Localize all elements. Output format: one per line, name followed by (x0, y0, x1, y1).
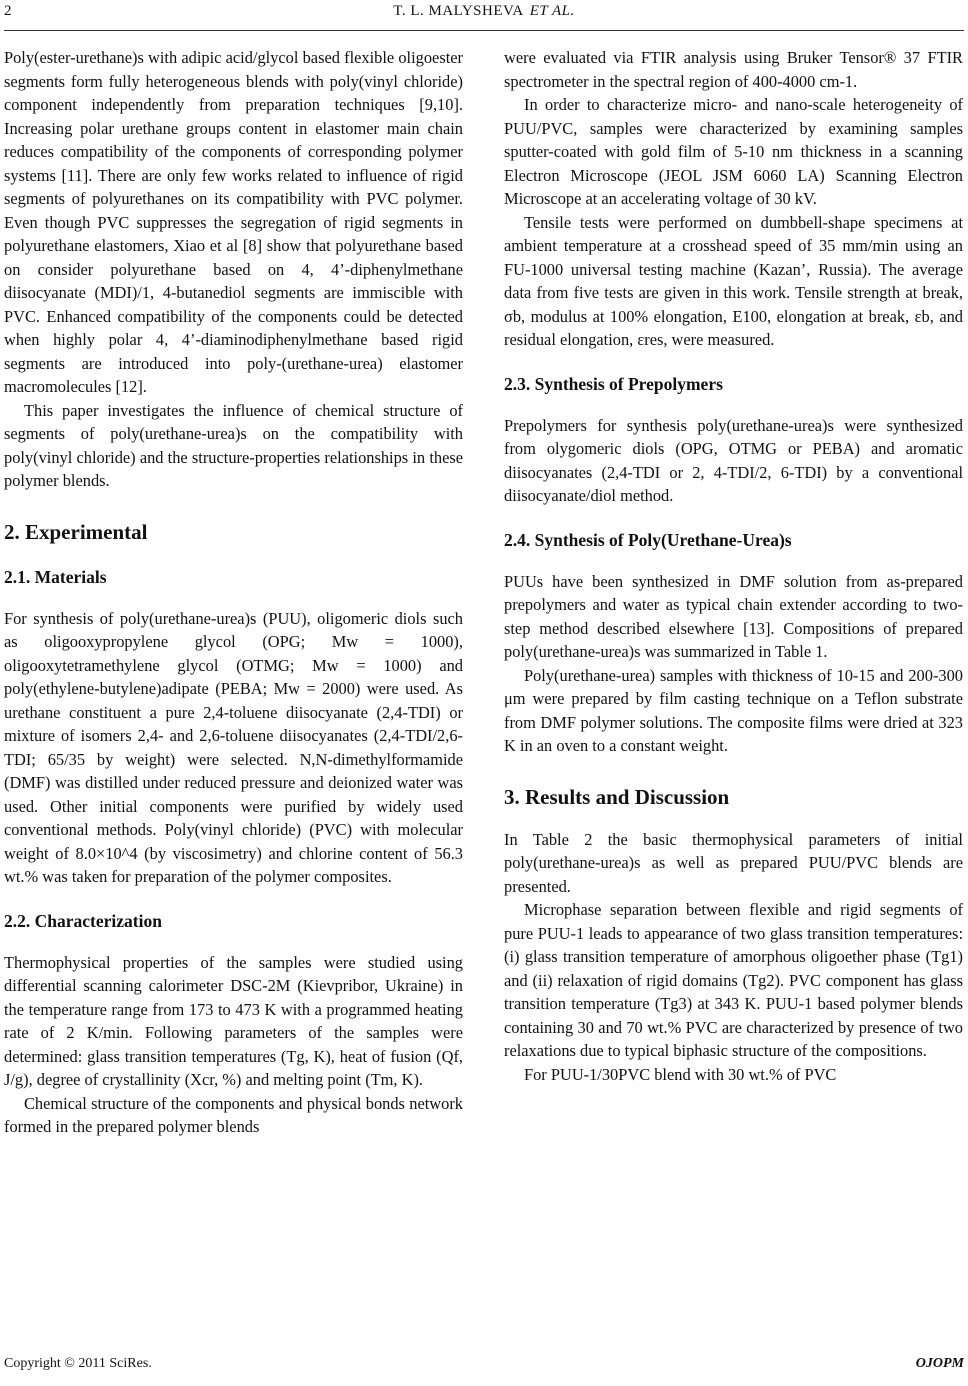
sem-paragraph: In order to characterize micro- and nano-scale heterogeneity of PUU/PVC, samples were characterized by examining samples sputter-coated with gold film of 5-10 nm thickness in a scanning Electron Microscope (JEOL JSM 6060 LA) Scanning Electron Microscope at an accelerating voltage of 30 kV. (504, 95, 963, 208)
characterization-paragraph-1: Thermophysical properties of the samples were studied using differential scanning calorimeter DSC-2M (Kievpribor, Ukraine) in the temperature range from 173 to 473 K with a programmed heating rate of 2 K/min. Following parameters of the samples were determined: glass transition temperatures (Tg, K), heat of fusion (Qf, J/g), degree of crystallinity (Xcr, %) and melting point (Tm, K). (4, 952, 463, 1089)
copyright-notice: Copyright © 2011 SciRes. (4, 1356, 152, 1371)
section-2-4-heading: 2.4. Synthesis of Poly(Urethane-Urea)s (504, 529, 792, 550)
intro-paragraph-1: Poly(ester-urethane)s with adipic acid/glycol based flexible oligoester segments form fully heterogeneous blends with poly(vinyl chloride) component independently from preparation techniques [9,10]. Increasing polar urethane groups content in elastomer main chain reduces compatibility of the components of corresponding polymer systems [11]. There are only few works related to influence of rigid segments of polyurethanes on its compatibility with PVC polymer. Even though PVC suppresses the segregation of rigid segments in polyurethane elastomers, Xiao et al [8] show that polyurethane based on consider polyurethane based on 4, 4’-diphenylmethane diisocyanate (MDI)/1, 4-butanediol segments are immiscible with PVC. Enhanced compatibility of the components could be detected when highly polar 4, 4’-diaminodiphenylmethane based rigid segments are introduced into poly-(urethane-urea) elastomer macromolecules [12]. (4, 48, 463, 396)
page-number: 2 (4, 3, 12, 19)
journal-abbreviation: OJOPM (915, 1356, 964, 1371)
section-2-2-heading: 2.2. Characterization (4, 910, 162, 931)
tensile-paragraph: Tensile tests were performed on dumbbell-shape specimens at ambient temperature at a crosshead speed of 35 mm/min using an FU-1000 universal testing machine (Kazan’, Russia). The average data from five tests are given in this work. Tensile strength at break, σb, modulus at 100% elongation, E100, elongation at break, εb, and residual elongation, εres, were measured. (504, 212, 963, 349)
left-column (4, 46, 463, 1139)
running-head-authors (0, 3, 968, 20)
header-rule (4, 30, 964, 31)
results-paragraph-3: For PUU-1/30PVC blend with 30 wt.% of PVC (524, 1064, 837, 1084)
authors: T. L. MALYSHEVA (393, 3, 524, 19)
et-al: ET AL. (529, 3, 575, 19)
section-3-heading: 3. Results and Discussion (504, 784, 730, 809)
puu-synthesis-paragraph-1: PUUs have been synthesized in DMF solution from as-prepared prepolymers and water as typical chain extender according to two-step method described elsewhere [13]. Compositions of prepared poly(urethane-urea)s was summarized in Table 1. (504, 571, 963, 661)
materials-paragraph: For synthesis of poly(urethane-urea)s (PUU), oligomeric diols such as oligooxypropylene glycol (OPG; Mw = 1000), oligooxytetramethylene glycol (OTMG; Mw = 1000) and poly(ethylene-butylene)adipate (PEBA; Mw = 2000) were used. As urethane constituent a pure 2,4-toluene diisocyanate (2,4-TDI) or mixture of isomers 2,4- and 2,6-toluene diisocyanates (2,4-TDI/2,6-TDI; 65/35 by weight) were selected. N,N-dimethylformamide (DMF) was distilled under reduced pressure and deionized water was used. Other initial components were purified by widely used conventional methods. Poly(vinyl chloride) (PVC) with molecular weight of 8.0×10^4 (by viscosimetry) and chlorine content of 56.3 wt.% was taken for preparation of the polymer composites. (4, 608, 463, 886)
characterization-paragraph-2: Chemical structure of the components and physical bonds network formed in the prepared polymer blends (4, 1093, 463, 1136)
intro-paragraph-2: This paper investigates the influence of chemical structure of segments of poly(urethane-urea)s on the compatibility with poly(vinyl chloride) and the structure-properties relationships in these polymer blends. (4, 400, 463, 490)
puu-synthesis-paragraph-2: Poly(urethane-urea) samples with thickness of 10-15 and 200-300 μm were prepared by film casting technique on a Teflon substrate from DMF polymer solutions. The composite films were dried at 323 K in an oven to a constant weight. (504, 665, 963, 755)
results-paragraph-2: Microphase separation between flexible and rigid segments of pure PUU-1 leads to appearance of two glass transition temperatures: (i) glass transition temperature of amorphous oligoether phase (Tg1) and (ii) relaxation of rigid domains (Tg2). PVC component has glass transition temperature (Tg3) at 343 K. PUU-1 based polymer blends containing 30 and 70 wt.% PVC are characterized by presence of two relaxations due to typical biphasic structure of the compositions. (504, 900, 963, 1060)
prepolymers-paragraph: Prepolymers for synthesis poly(urethane-urea)s were synthesized from olygomeric diols (OPG, OTMG or PEBA) and aromatic diisocyanates (2,4-TDI or 2, 4-TDI/2, 6-TDI) by a conventional diisocyanate/diol method. (504, 415, 963, 505)
running-header (0, 0, 968, 34)
section-2-heading: 2. Experimental (4, 519, 148, 544)
section-2-1-heading: 2.1. Materials (4, 566, 107, 587)
section-2-3-heading: 2.3. Synthesis of Prepolymers (504, 373, 723, 394)
results-paragraph-1: In Table 2 the basic thermophysical parameters of initial poly(urethane-urea)s as well as prepared PUU/PVC blends are presented. (504, 829, 963, 896)
right-column (504, 46, 963, 1086)
ftir-paragraph: were evaluated via FTIR analysis using Bruker Tensor® 37 FTIR spectrometer in the spectral region of 400-4000 cm-1. (504, 48, 963, 91)
